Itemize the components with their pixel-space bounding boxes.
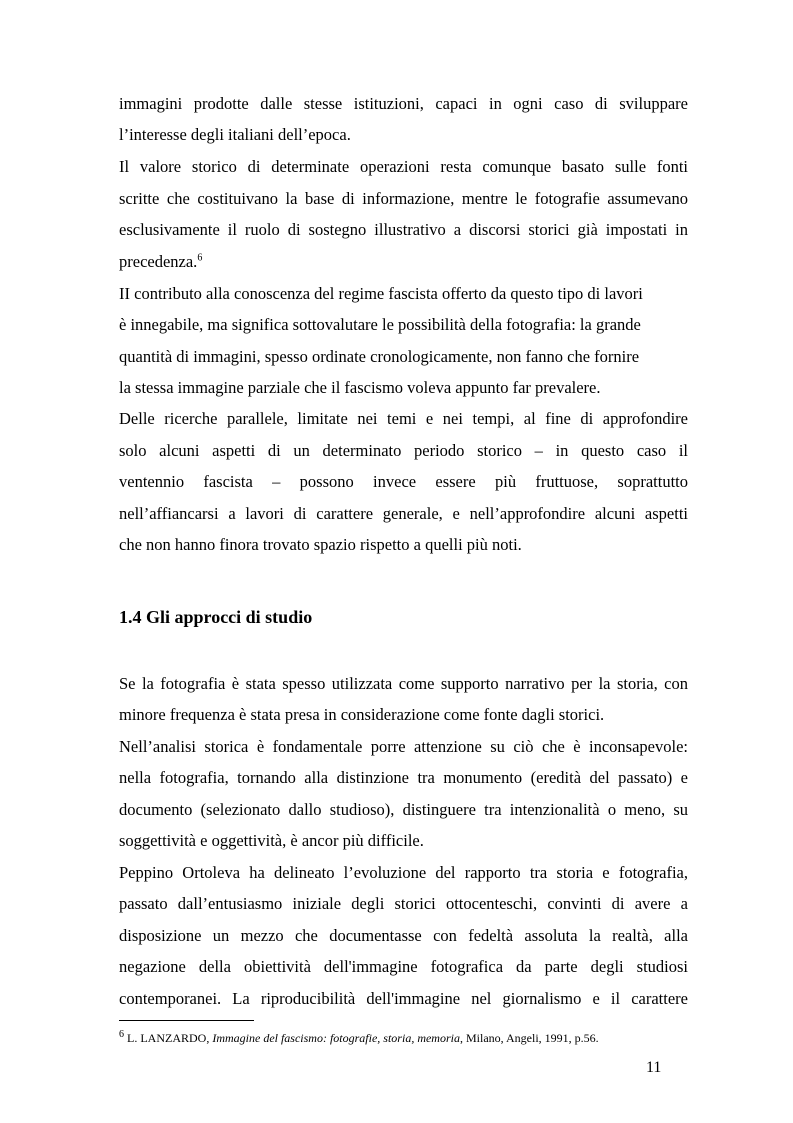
text-line: l’interesse degli italiani dell’epoca. <box>119 125 351 144</box>
text-line: la stessa immagine parziale che il fascismo voleva appunto far prevalere. <box>119 378 601 397</box>
text-line: Se la fotografia è stata spesso utilizzata come supporto narrativo per la storia, con <box>119 674 688 693</box>
footnote <box>119 1031 599 1045</box>
text-line: Nell’analisi storica è fondamentale porre attenzione su ciò che è inconsapevole: <box>119 737 688 756</box>
footnote-reference: 6 <box>197 252 203 264</box>
section-heading: 1.4 Gli approcci di studio <box>119 607 313 627</box>
text-line: che non hanno finora trovato spazio rispetto a quelli più noti. <box>119 535 522 554</box>
text-line: ventennio fascista – possono invece essere più fruttuose, soprattutto <box>119 472 688 491</box>
text-line: minore frequenza è stata presa in considerazione come fonte dagli storici. <box>119 705 605 724</box>
page-number: 11 <box>646 1059 662 1076</box>
text-span: precedenza. <box>119 252 198 271</box>
text-line: soggettività e oggettività, è ancor più difficile. <box>119 831 424 850</box>
text-line: II contributo alla conoscenza del regime fascista offerto da questo tipo di lavori <box>119 284 643 303</box>
text-line: nell’affiancarsi a lavori di carattere generale, e nell’approfondire alcuni aspetti <box>119 504 688 523</box>
footnote-title: Immagine del fascismo: fotografie, storia, memoria <box>212 1031 460 1045</box>
text-line: disposizione un mezzo che documentasse con fedeltà assoluta la realtà, alla <box>119 926 688 945</box>
text-line: nella fotografia, tornando alla distinzione tra monumento (eredità del passato) e <box>119 768 688 787</box>
text-line: è innegabile, ma significa sottovalutare le possibilità della fotografia: la grande <box>119 315 641 334</box>
text-line: solo alcuni aspetti di un determinato periodo storico – in questo caso il <box>119 441 688 460</box>
footnote-number: 6 <box>119 1029 124 1040</box>
text-line: negazione della obiettività dell'immagine fotografica da parte degli studiosi <box>119 957 688 976</box>
text-line: immagini prodotte dalle stesse istituzioni, capaci in ogni caso di sviluppare <box>119 94 688 113</box>
footnote-details: , Milano, Angeli, 1991, p.56. <box>459 1031 599 1045</box>
text-line: quantità di immagini, spesso ordinate cronologicamente, non fanno che fornire <box>119 347 640 366</box>
text-line: scritte che costituivano la base di informazione, mentre le fotografie assumevano <box>119 189 688 208</box>
text-line: passato dall’entusiasmo iniziale degli storici ottocenteschi, convinti di avere a <box>119 894 688 913</box>
text-line <box>119 252 202 272</box>
text-line: esclusivamente il ruolo di sostegno illustrativo a discorsi storici già impostati in <box>119 220 688 239</box>
footnote-author: L. LANZARDO, <box>124 1031 213 1045</box>
footnote-separator <box>119 1020 254 1021</box>
text-line: Delle ricerche parallele, limitate nei temi e nei tempi, al fine di approfondire <box>119 409 688 428</box>
text-line: Peppino Ortoleva ha delineato l’evoluzione del rapporto tra storia e fotografia, <box>119 863 688 882</box>
text-line: documento (selezionato dallo studioso), distinguere tra intenzionalità o meno, su <box>119 800 688 819</box>
text-line: Il valore storico di determinate operazioni resta comunque basato sulle fonti <box>119 157 688 176</box>
text-line: contemporanei. La riproducibilità dell'immagine nel giornalismo e il carattere <box>119 989 688 1008</box>
